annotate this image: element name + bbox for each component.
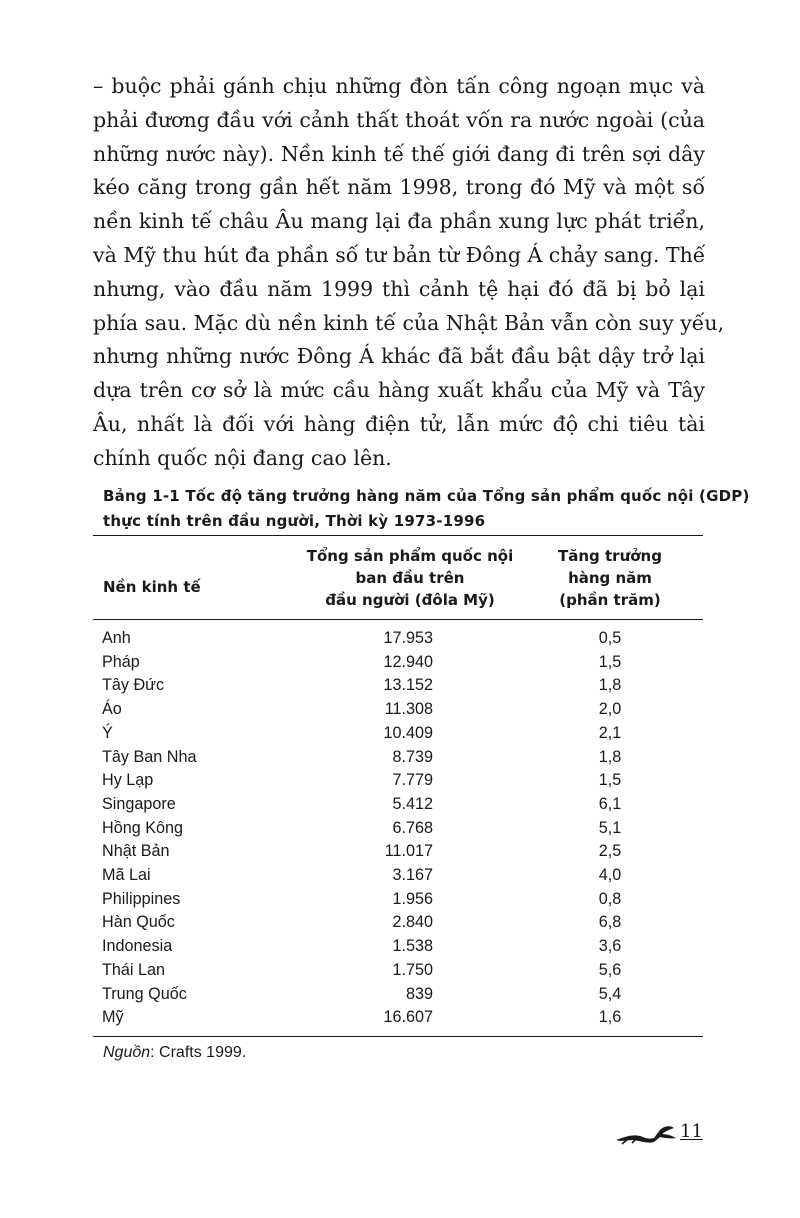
- table-row: [0, 985, 800, 1009]
- cell-gdp: 2.840: [392, 913, 433, 932]
- cell-growth: 0,5: [598, 629, 622, 647]
- cell-economy: Ý: [102, 723, 113, 742]
- table-row: [0, 842, 800, 866]
- cell-growth: 5,4: [598, 984, 622, 1003]
- cell-gdp: 6.768: [392, 818, 433, 837]
- table-bottom-rule: [93, 1036, 703, 1037]
- cell-growth: 6,1: [598, 794, 622, 813]
- cell-growth: 2,0: [598, 700, 622, 719]
- cell-economy: Mỹ: [102, 1008, 124, 1027]
- source-text: : Crafts 1999.: [150, 1044, 247, 1061]
- table-row: [0, 890, 800, 914]
- cell-gdp: 17.953: [383, 629, 433, 647]
- table-top-rule: [93, 535, 703, 536]
- cell-growth: 0,8: [598, 889, 622, 908]
- cell-growth: 2,5: [598, 842, 622, 861]
- cell-gdp: 7.779: [392, 771, 433, 790]
- paragraph-line: những nước này). Nền kinh tế thế giới đang đi trên sợi dây: [93, 141, 705, 166]
- table-row: [0, 795, 800, 819]
- cell-gdp: 3.167: [392, 866, 433, 884]
- cell-economy: Nhật Bản: [102, 842, 170, 861]
- table-source: [103, 1044, 246, 1062]
- cell-economy: Mã Lai: [102, 866, 151, 884]
- cell-economy: Thái Lan: [102, 960, 165, 979]
- table-row: [0, 961, 800, 985]
- cell-growth: 1,8: [598, 747, 622, 766]
- paragraph-line: Âu, nhất là đối với hàng điện tử, lẫn mức độ chi tiêu tài: [93, 411, 705, 436]
- cell-economy: Anh: [102, 629, 131, 647]
- paragraph-line: nhưng những nước Đông Á khác đã bắt đầu bật dậy trở lại: [93, 344, 705, 369]
- cell-economy: Indonesia: [102, 937, 173, 956]
- paragraph-line: phía sau. Mặc dù nền kinh tế của Nhật Bản vẫn còn suy yếu,: [93, 310, 725, 335]
- body-paragraph: [93, 70, 725, 476]
- cell-gdp: 13.152: [383, 676, 433, 695]
- table-row: [0, 819, 800, 843]
- paragraph-line: dựa trên cơ sở là mức cầu hàng xuất khẩu của Mỹ và Tây: [93, 378, 705, 403]
- cell-growth: 5,6: [598, 960, 622, 979]
- cell-economy: Hồng Kông: [102, 818, 184, 837]
- header-growth-line: Tăng trưởng: [558, 547, 662, 565]
- table-row: [0, 724, 800, 748]
- cell-economy: Pháp: [102, 652, 140, 671]
- table-caption-line: thực tính trên đầu người, Thời kỳ 1973-1996: [103, 512, 486, 530]
- cell-gdp: 16.607: [383, 1008, 433, 1027]
- cell-growth: 1,5: [598, 652, 622, 671]
- table-row: [0, 913, 800, 937]
- table-row: [0, 937, 800, 961]
- header-growth-line: (phần trăm): [559, 591, 661, 609]
- paragraph-line: – buộc phải gánh chịu những đòn tấn công ngoạn mục và: [93, 74, 705, 98]
- cell-economy: Singapore: [102, 794, 176, 813]
- cell-economy: Tây Đức: [102, 676, 165, 695]
- cell-growth: 5,1: [598, 818, 622, 837]
- paragraph-line: và Mỹ thu hút đa phần số tư bản từ Đông Á chảy sang. Thế: [93, 242, 706, 267]
- cell-economy: Áo: [102, 700, 122, 719]
- header-gdp-line: đầu người (đôla Mỹ): [325, 591, 495, 609]
- cell-growth: 4,0: [598, 866, 622, 884]
- header-growth-line: hàng năm: [568, 569, 652, 587]
- table-header-rule: [93, 619, 703, 620]
- cell-economy: Hàn Quốc: [102, 913, 175, 932]
- cell-gdp: 1.750: [392, 960, 433, 979]
- cell-gdp: 1.538: [392, 937, 433, 956]
- paragraph-line: nhưng, vào đầu năm 1999 thì cảnh tệ hại đó đã bị bỏ lại: [93, 276, 705, 301]
- header-economy: [103, 576, 201, 598]
- cell-gdp: 11.308: [384, 700, 433, 719]
- cell-gdp: 839: [405, 984, 433, 1003]
- cell-growth: 1,8: [598, 676, 622, 695]
- quill-ornament-icon: [614, 1122, 680, 1146]
- cell-growth: 1,6: [598, 1008, 622, 1027]
- table-caption: [103, 484, 750, 534]
- cell-economy: Trung Quốc: [102, 984, 187, 1003]
- table-row: [0, 676, 800, 700]
- table-row: [0, 1008, 800, 1032]
- header-economy-label: Nền kinh tế: [103, 578, 201, 596]
- paragraph-line: kéo căng trong gần hết năm 1998, trong đó Mỹ và một số: [93, 175, 705, 200]
- table-caption-line: Bảng 1-1 Tốc độ tăng trưởng hàng năm của Tổng sản phẩm quốc nội (GDP): [103, 487, 750, 505]
- cell-growth: 3,6: [598, 937, 622, 956]
- cell-gdp: 10.409: [383, 723, 433, 742]
- paragraph-line: phải đương đầu với cảnh thất thoát vốn ra nước ngoài (của: [93, 107, 705, 132]
- cell-gdp: 12.940: [383, 652, 433, 671]
- cell-gdp: 8.739: [392, 747, 433, 766]
- cell-gdp: 11.017: [384, 842, 433, 861]
- table-row: [0, 653, 800, 677]
- header-gdp-line: ban đầu trên: [355, 569, 465, 587]
- cell-growth: 1,5: [598, 771, 622, 790]
- cell-gdp: 1.956: [392, 889, 433, 908]
- table-row: [0, 748, 800, 772]
- paragraph-line: chính quốc nội đang cao lên.: [93, 445, 392, 470]
- cell-economy: Philippines: [102, 889, 181, 908]
- table-row: [0, 866, 800, 890]
- table-row: [0, 629, 800, 653]
- cell-economy: Tây Ban Nha: [102, 747, 197, 766]
- cell-growth: 6,8: [598, 913, 622, 932]
- header-gdp: [300, 545, 520, 611]
- source-label: Nguồn: [103, 1044, 151, 1061]
- table-row: [0, 771, 800, 795]
- header-gdp-line: Tổng sản phẩm quốc nội: [306, 547, 514, 565]
- table-row: [0, 700, 800, 724]
- page-footer: [614, 1118, 704, 1148]
- cell-growth: 2,1: [598, 723, 622, 742]
- cell-gdp: 5.412: [392, 794, 433, 813]
- paragraph-line: nền kinh tế châu Âu mang lại đa phần xung lực phát triển,: [93, 209, 705, 234]
- header-growth: [540, 545, 680, 611]
- page-number: 11: [680, 1121, 703, 1142]
- cell-economy: Hy Lạp: [102, 771, 154, 790]
